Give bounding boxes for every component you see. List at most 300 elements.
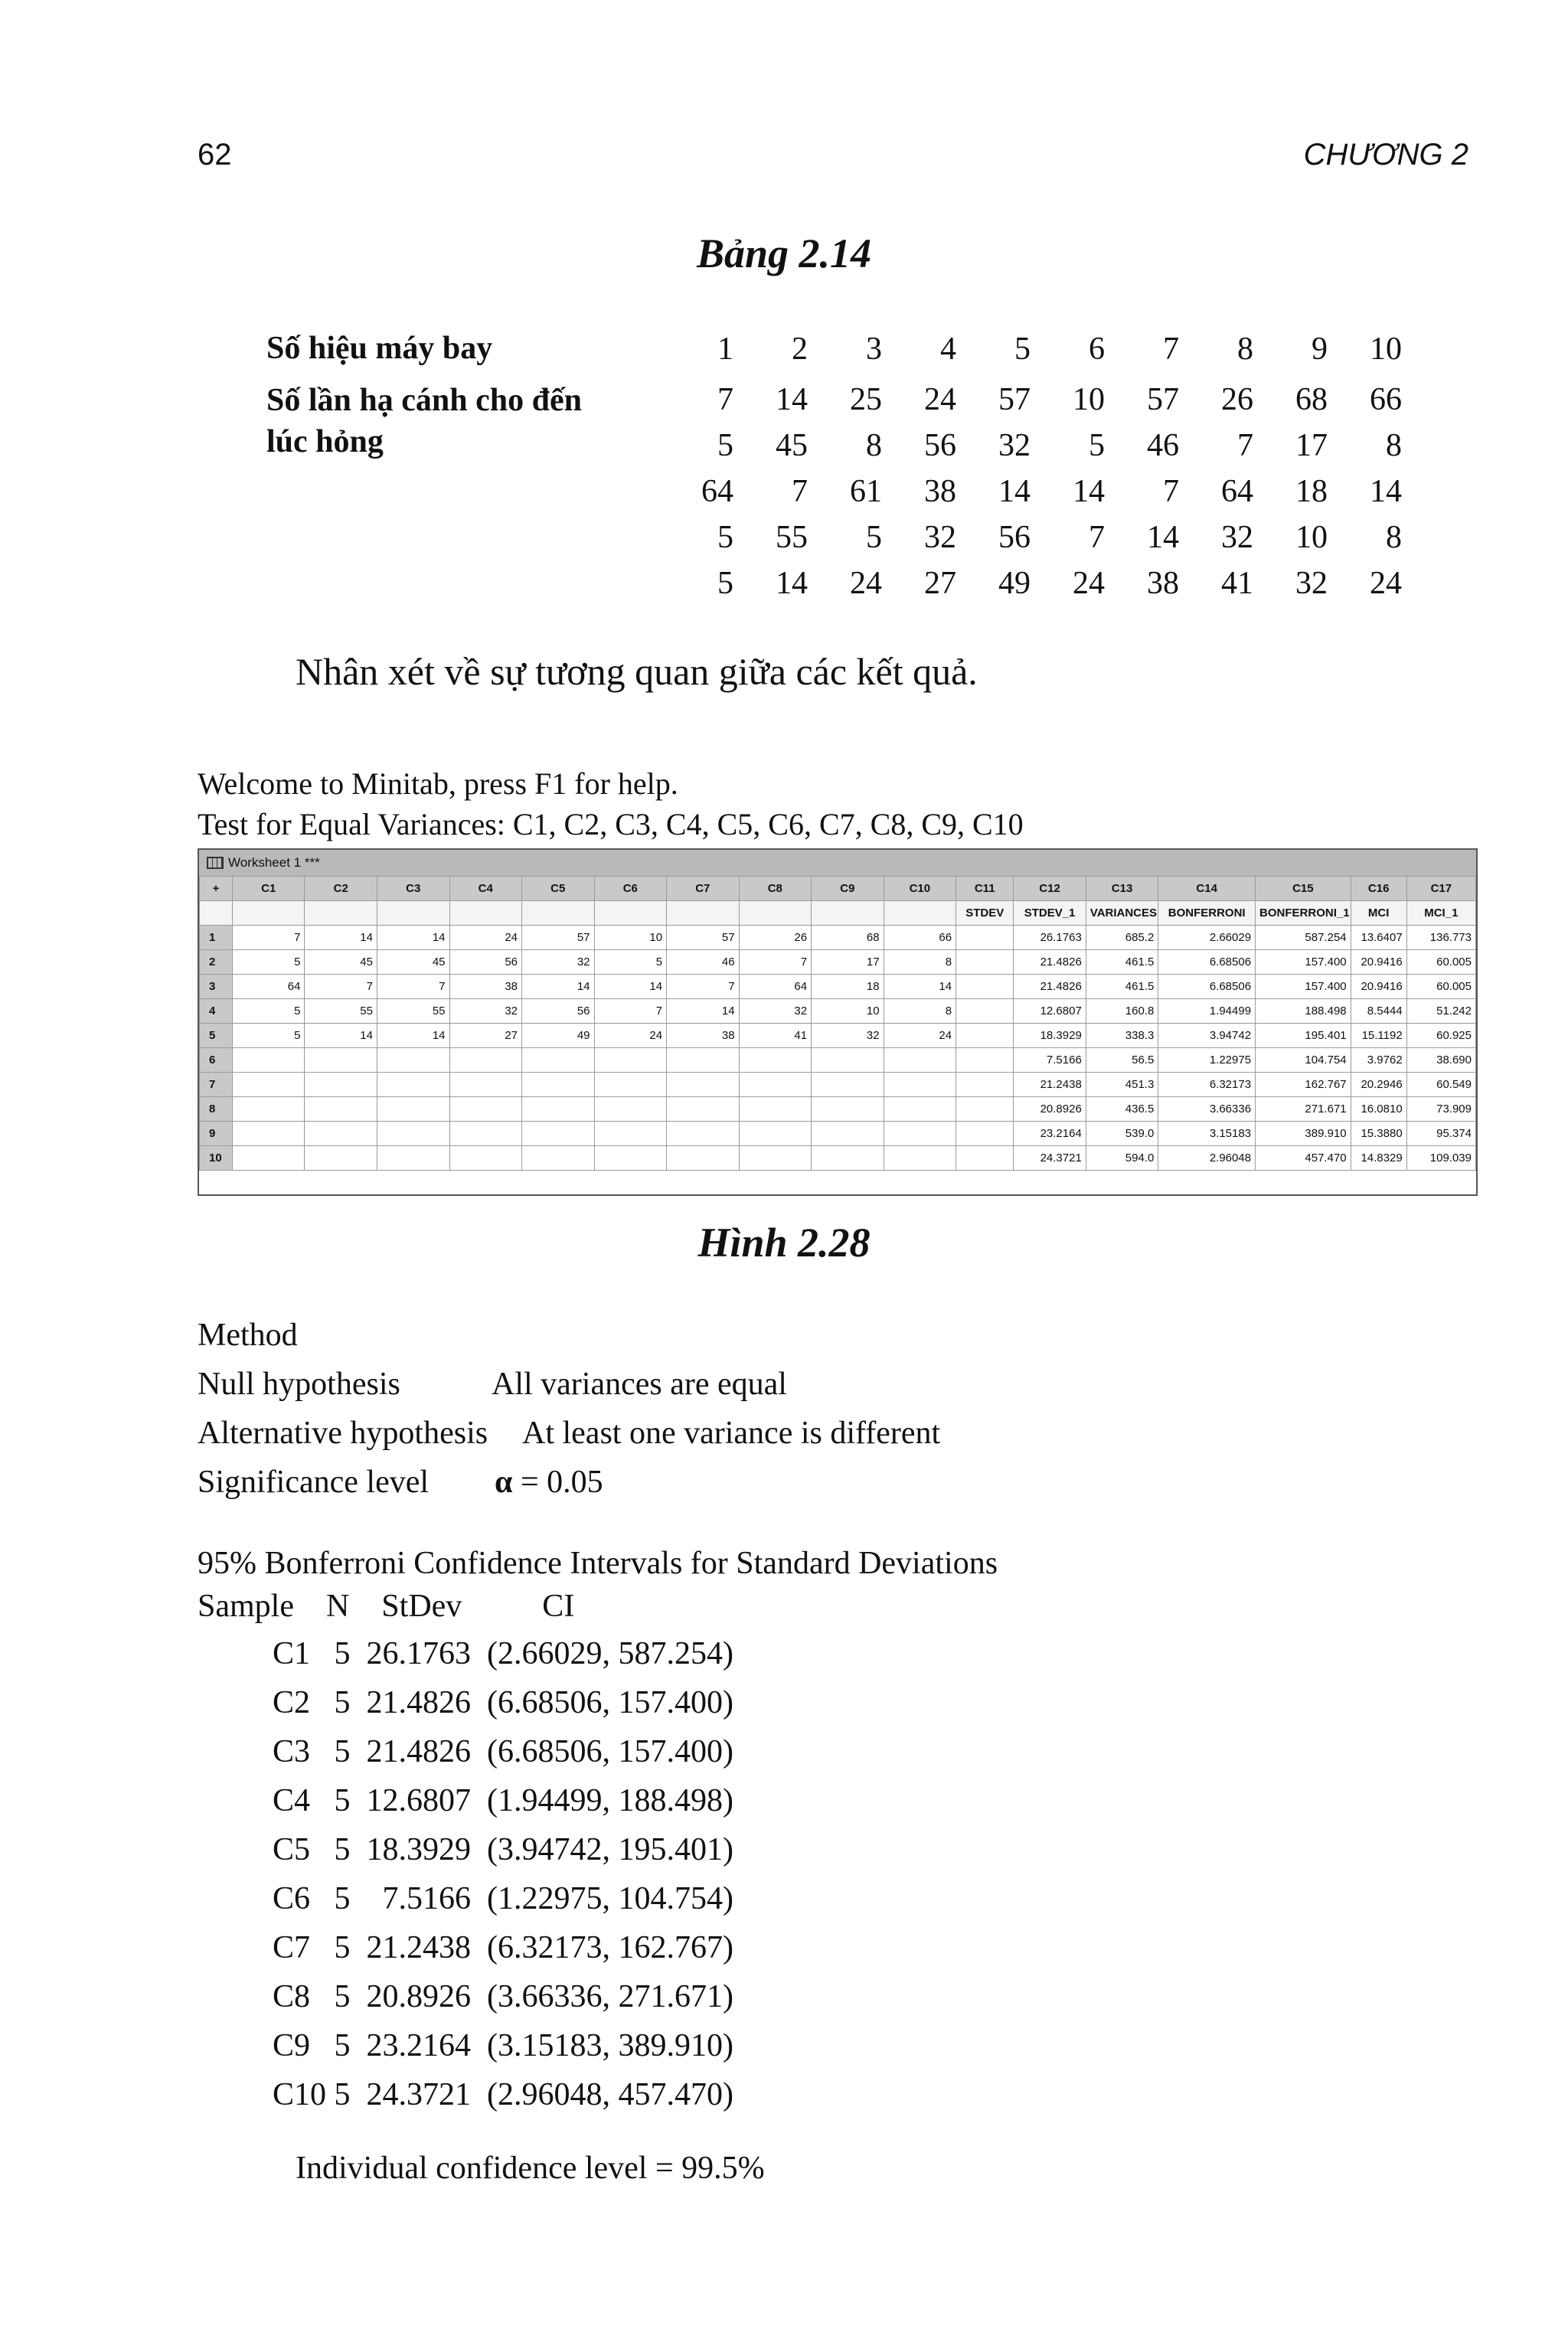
- worksheet-cell[interactable]: [594, 1122, 667, 1146]
- column-name-cell[interactable]: [667, 901, 740, 926]
- column-name-cell[interactable]: [522, 901, 595, 926]
- worksheet-cell[interactable]: 3.94742: [1158, 1024, 1256, 1048]
- worksheet-cell[interactable]: [449, 1073, 522, 1097]
- worksheet-cell[interactable]: [232, 1048, 305, 1073]
- landings-cell: 25: [850, 382, 882, 417]
- worksheet-cell[interactable]: [594, 1097, 667, 1122]
- landings-cell: 61: [850, 474, 882, 509]
- worksheet-cell[interactable]: 338.3: [1086, 1024, 1158, 1048]
- worksheet-cell[interactable]: 457.470: [1256, 1146, 1351, 1171]
- worksheet-cell[interactable]: 461.5: [1086, 950, 1158, 975]
- landings-cell: 7: [1089, 520, 1105, 555]
- worksheet-cell[interactable]: [884, 1097, 956, 1122]
- row-number[interactable]: 5: [200, 1024, 233, 1048]
- worksheet-cell[interactable]: 16.0810: [1351, 1097, 1406, 1122]
- landings-cell: 5: [866, 520, 882, 555]
- null-hypothesis-label: Null hypothesis: [198, 1367, 400, 1402]
- worksheet-cell[interactable]: 14: [305, 1024, 377, 1048]
- worksheet-cell[interactable]: 64: [232, 975, 305, 999]
- landings-cell: 14: [776, 566, 808, 601]
- worksheet-cell[interactable]: 24: [449, 926, 522, 950]
- worksheet-cell[interactable]: 24: [884, 1024, 956, 1048]
- column-name-cell[interactable]: [305, 901, 377, 926]
- worksheet-cell[interactable]: 14: [522, 975, 595, 999]
- worksheet-cell[interactable]: 56: [449, 950, 522, 975]
- ci-row: C5 5 18.3929 (3.94742, 195.401): [273, 1832, 733, 1867]
- worksheet-cell[interactable]: 49: [522, 1024, 595, 1048]
- landings-cell: 8: [866, 428, 882, 463]
- ci-row: C7 5 21.2438 (6.32173, 162.767): [273, 1930, 733, 1965]
- row-header-blank: [200, 901, 233, 926]
- significance-level-value: = 0.05: [512, 1465, 603, 1500]
- worksheet-cell[interactable]: 95.374: [1406, 1122, 1475, 1146]
- figure-title: Hình 2.28: [697, 1220, 871, 1266]
- worksheet-cell[interactable]: 271.671: [1256, 1097, 1351, 1122]
- worksheet-cell[interactable]: 41: [739, 1024, 812, 1048]
- landings-cell: 68: [1295, 382, 1328, 417]
- worksheet-cell[interactable]: 32: [522, 950, 595, 975]
- worksheet-cell[interactable]: 57: [522, 926, 595, 950]
- worksheet-cell[interactable]: 20.9416: [1351, 950, 1406, 975]
- worksheet-cell[interactable]: [377, 1097, 449, 1122]
- table-title: Bảng 2.14: [696, 230, 872, 276]
- worksheet-cell[interactable]: [232, 1097, 305, 1122]
- worksheet-cell[interactable]: 32: [449, 999, 522, 1024]
- landings-cell: 7: [1237, 428, 1253, 463]
- worksheet-cell[interactable]: 14: [884, 975, 956, 999]
- worksheet-cell[interactable]: 66: [884, 926, 956, 950]
- worksheet-cell[interactable]: [667, 1146, 740, 1171]
- column-name-cell[interactable]: [884, 901, 956, 926]
- worksheet-cell[interactable]: [232, 1122, 305, 1146]
- worksheet-cell[interactable]: 685.2: [1086, 926, 1158, 950]
- worksheet-cell[interactable]: [812, 1146, 884, 1171]
- row-number[interactable]: 4: [200, 999, 233, 1024]
- row-number[interactable]: 2: [200, 950, 233, 975]
- ci-row: C9 5 23.2164 (3.15183, 389.910): [273, 2028, 733, 2063]
- worksheet-cell[interactable]: 8: [884, 999, 956, 1024]
- worksheet-cell[interactable]: [594, 1048, 667, 1073]
- landings-cell: 24: [1073, 566, 1105, 601]
- worksheet-cell[interactable]: 38.690: [1406, 1048, 1475, 1073]
- row-label-landings-cont: lúc hỏng: [266, 424, 384, 459]
- column-name-cell[interactable]: MCI: [1351, 901, 1406, 926]
- worksheet-cell[interactable]: 389.910: [1256, 1122, 1351, 1146]
- worksheet-cell[interactable]: 56: [522, 999, 595, 1024]
- column-header[interactable]: C14: [1158, 877, 1256, 901]
- landings-cell: 14: [1147, 520, 1179, 555]
- column-name-cell[interactable]: STDEV: [956, 901, 1014, 926]
- landings-cell: 32: [924, 520, 956, 555]
- worksheet-cell[interactable]: [956, 1024, 1014, 1048]
- worksheet-cell[interactable]: [594, 1146, 667, 1171]
- aircraft-id-cell: 7: [1163, 332, 1179, 367]
- worksheet-cell[interactable]: [956, 1048, 1014, 1073]
- worksheet-cell[interactable]: [667, 1048, 740, 1073]
- worksheet-cell[interactable]: 13.6407: [1351, 926, 1406, 950]
- column-name-cell[interactable]: STDEV_1: [1014, 901, 1086, 926]
- column-header[interactable]: C8: [739, 877, 812, 901]
- worksheet-cell[interactable]: 14: [377, 926, 449, 950]
- column-name-cell[interactable]: BONFERRONI_1: [1256, 901, 1351, 926]
- worksheet-row: [200, 1024, 1476, 1048]
- landings-cell: 14: [776, 382, 808, 417]
- worksheet-cell[interactable]: 15.1192: [1351, 1024, 1406, 1048]
- worksheet-cell[interactable]: [522, 1073, 595, 1097]
- worksheet-cell[interactable]: 10: [812, 999, 884, 1024]
- ci-rows: [273, 1629, 733, 2119]
- aircraft-id-cell: 4: [940, 332, 956, 367]
- worksheet-cell[interactable]: 5: [232, 950, 305, 975]
- landings-cell: 8: [1386, 428, 1402, 463]
- alternative-hypothesis-value: At least one variance is different: [522, 1416, 941, 1451]
- landings-cell: 14: [1370, 474, 1402, 509]
- landings-cell: 64: [701, 474, 733, 509]
- worksheet-cell[interactable]: [812, 1122, 884, 1146]
- worksheet-row: [200, 1122, 1476, 1146]
- worksheet-cell[interactable]: 5: [232, 999, 305, 1024]
- worksheet-cell[interactable]: [956, 1146, 1014, 1171]
- worksheet-cell[interactable]: 32: [812, 1024, 884, 1048]
- landings-cell: 66: [1370, 382, 1402, 417]
- worksheet-cell[interactable]: [956, 975, 1014, 999]
- landings-cell: 49: [998, 566, 1031, 601]
- worksheet-cell[interactable]: [305, 1122, 377, 1146]
- worksheet-cell[interactable]: [449, 1048, 522, 1073]
- worksheet-row: [200, 950, 1476, 975]
- worksheet-cell[interactable]: 15.3880: [1351, 1122, 1406, 1146]
- row-number[interactable]: 6: [200, 1048, 233, 1073]
- worksheet-cell[interactable]: 451.3: [1086, 1073, 1158, 1097]
- worksheet-cell[interactable]: 24.3721: [1014, 1146, 1086, 1171]
- worksheet-cell[interactable]: 539.0: [1086, 1122, 1158, 1146]
- worksheet-cell[interactable]: [305, 1146, 377, 1171]
- worksheet-cell[interactable]: 45: [377, 950, 449, 975]
- worksheet-cell[interactable]: 14: [594, 975, 667, 999]
- worksheet-cell[interactable]: 73.909: [1406, 1097, 1475, 1122]
- worksheet-cell[interactable]: 3.9762: [1351, 1048, 1406, 1073]
- worksheet-row: [200, 975, 1476, 999]
- worksheet-cell[interactable]: [377, 1146, 449, 1171]
- landings-cell: 56: [924, 428, 956, 463]
- worksheet-cell[interactable]: 45: [305, 950, 377, 975]
- worksheet-cell[interactable]: 38: [449, 975, 522, 999]
- ci-row: C6 5 7.5166 (1.22975, 104.754): [273, 1881, 733, 1916]
- column-name-cell[interactable]: [739, 901, 812, 926]
- worksheet-cell[interactable]: 14: [305, 926, 377, 950]
- worksheet-cell[interactable]: [956, 950, 1014, 975]
- worksheet-cell[interactable]: 2.96048: [1158, 1146, 1256, 1171]
- worksheet-cell[interactable]: 162.767: [1256, 1073, 1351, 1097]
- worksheet-cell[interactable]: 5: [594, 950, 667, 975]
- worksheet-cell[interactable]: 109.039: [1406, 1146, 1475, 1171]
- column-header[interactable]: C11: [956, 877, 1014, 901]
- landings-cell: 5: [717, 566, 733, 601]
- column-name-cell[interactable]: [232, 901, 305, 926]
- alternative-hypothesis-label: Alternative hypothesis: [198, 1416, 488, 1451]
- landings-cell: 24: [924, 382, 956, 417]
- worksheet-cell[interactable]: [667, 1122, 740, 1146]
- worksheet-cell[interactable]: 17: [812, 950, 884, 975]
- worksheet-cell[interactable]: 7.5166: [1014, 1048, 1086, 1073]
- aircraft-id-cell: 6: [1089, 332, 1105, 367]
- chapter-title: CHƯƠNG 2: [1303, 138, 1468, 172]
- worksheet-cell[interactable]: [812, 1097, 884, 1122]
- column-header[interactable]: C16: [1351, 877, 1406, 901]
- worksheet-cell[interactable]: [812, 1073, 884, 1097]
- worksheet-cell[interactable]: 6.32173: [1158, 1073, 1256, 1097]
- ci-title: 95% Bonferroni Confidence Intervals for Standard Deviations: [198, 1546, 998, 1581]
- worksheet-cell[interactable]: 60.005: [1406, 975, 1475, 999]
- column-header[interactable]: C9: [812, 877, 884, 901]
- aircraft-id-cell: 2: [792, 332, 808, 367]
- column-name-cell[interactable]: [449, 901, 522, 926]
- worksheet-cell[interactable]: 461.5: [1086, 975, 1158, 999]
- worksheet-cell[interactable]: 12.6807: [1014, 999, 1086, 1024]
- column-header[interactable]: C4: [449, 877, 522, 901]
- worksheet-cell[interactable]: 18: [812, 975, 884, 999]
- landings-cell: 46: [1147, 428, 1179, 463]
- worksheet-cell[interactable]: [594, 1073, 667, 1097]
- worksheet-cell[interactable]: 5: [232, 1024, 305, 1048]
- worksheet-cell[interactable]: [739, 1073, 812, 1097]
- worksheet-cell[interactable]: [812, 1048, 884, 1073]
- worksheet-cell[interactable]: 157.400: [1256, 975, 1351, 999]
- column-name-cell[interactable]: [377, 901, 449, 926]
- row-number[interactable]: 7: [200, 1073, 233, 1097]
- column-name-cell[interactable]: MCI_1: [1406, 901, 1475, 926]
- column-header[interactable]: C2: [305, 877, 377, 901]
- worksheet-cell[interactable]: 64: [739, 975, 812, 999]
- worksheet-cell[interactable]: 51.242: [1406, 999, 1475, 1024]
- column-header[interactable]: C10: [884, 877, 956, 901]
- landings-cell: 10: [1073, 382, 1105, 417]
- worksheet-cell[interactable]: 587.254: [1256, 926, 1351, 950]
- landings-cell: 7: [1163, 474, 1179, 509]
- worksheet-row: [200, 1073, 1476, 1097]
- landings-cell: 10: [1295, 520, 1328, 555]
- row-label-landings: Số lần hạ cánh cho đến: [266, 383, 582, 418]
- worksheet-grid: [199, 876, 1476, 1171]
- column-header[interactable]: C3: [377, 877, 449, 901]
- column-header[interactable]: C5: [522, 877, 595, 901]
- worksheet-cell[interactable]: 7: [232, 926, 305, 950]
- landings-cell: 5: [717, 520, 733, 555]
- worksheet-cell[interactable]: 21.4826: [1014, 975, 1086, 999]
- worksheet-cell[interactable]: [449, 1122, 522, 1146]
- worksheet-cell[interactable]: 8.5444: [1351, 999, 1406, 1024]
- worksheet-cell[interactable]: [956, 999, 1014, 1024]
- landings-cell: 7: [717, 382, 733, 417]
- worksheet-cell[interactable]: 195.401: [1256, 1024, 1351, 1048]
- worksheet-cell[interactable]: 57: [667, 926, 740, 950]
- landings-cell: 24: [850, 566, 882, 601]
- worksheet-cell[interactable]: 24: [594, 1024, 667, 1048]
- worksheet-cell[interactable]: 2.66029: [1158, 926, 1256, 950]
- worksheet-cell[interactable]: 38: [667, 1024, 740, 1048]
- worksheet-cell[interactable]: 21.4826: [1014, 950, 1086, 975]
- column-name-cell[interactable]: [594, 901, 667, 926]
- landings-cell: 14: [998, 474, 1031, 509]
- worksheet-cell[interactable]: [377, 1048, 449, 1073]
- welcome-line: Welcome to Minitab, press F1 for help.: [198, 766, 678, 801]
- alpha-symbol: α: [495, 1465, 513, 1500]
- ci-header: Sample N StDev CI: [198, 1589, 575, 1624]
- worksheet-cell[interactable]: 18.3929: [1014, 1024, 1086, 1048]
- worksheet-cell[interactable]: [739, 1048, 812, 1073]
- worksheet-cell[interactable]: 10: [594, 926, 667, 950]
- aircraft-id-cell: 10: [1370, 332, 1402, 367]
- landings-cell: 5: [1089, 428, 1105, 463]
- worksheet-cell[interactable]: [449, 1146, 522, 1171]
- worksheet-cell[interactable]: 157.400: [1256, 950, 1351, 975]
- worksheet-cell[interactable]: 436.5: [1086, 1097, 1158, 1122]
- landings-cell: 32: [1221, 520, 1253, 555]
- worksheet-cell[interactable]: 20.8926: [1014, 1097, 1086, 1122]
- worksheet-cell[interactable]: 55: [305, 999, 377, 1024]
- worksheet-cell[interactable]: 14: [377, 1024, 449, 1048]
- worksheet-cell[interactable]: [305, 1048, 377, 1073]
- worksheet-cell[interactable]: 46: [667, 950, 740, 975]
- worksheet-cell[interactable]: 104.754: [1256, 1048, 1351, 1073]
- worksheet-cell[interactable]: [305, 1073, 377, 1097]
- worksheet-cell[interactable]: 6.68506: [1158, 975, 1256, 999]
- landings-cell: 18: [1295, 474, 1328, 509]
- landings-cell: 7: [792, 474, 808, 509]
- worksheet-cell[interactable]: 27: [449, 1024, 522, 1048]
- worksheet-cell[interactable]: [739, 1122, 812, 1146]
- worksheet-cell[interactable]: [956, 1122, 1014, 1146]
- worksheet-grid-icon: [207, 857, 224, 869]
- ci-row: C1 5 26.1763 (2.66029, 587.254): [273, 1636, 733, 1671]
- column-header[interactable]: C7: [667, 877, 740, 901]
- ci-row: C10 5 24.3721 (2.96048, 457.470): [273, 2077, 733, 2112]
- worksheet-cell[interactable]: 20.9416: [1351, 975, 1406, 999]
- worksheet-cell[interactable]: 60.005: [1406, 950, 1475, 975]
- worksheet-cell[interactable]: 14: [667, 999, 740, 1024]
- worksheet-cell[interactable]: [884, 1122, 956, 1146]
- column-id-header-row: [200, 877, 1476, 901]
- worksheet-cell[interactable]: 21.2438: [1014, 1073, 1086, 1097]
- worksheet-cell[interactable]: 6.68506: [1158, 950, 1256, 975]
- column-header[interactable]: C17: [1406, 877, 1475, 901]
- worksheet-cell[interactable]: 14.8329: [1351, 1146, 1406, 1171]
- aircraft-id-cell: 9: [1312, 332, 1328, 367]
- landings-cell: 14: [1073, 474, 1105, 509]
- column-name-cell[interactable]: VARIANCES: [1086, 901, 1158, 926]
- worksheet-cell[interactable]: [739, 1097, 812, 1122]
- worksheet-cell[interactable]: [522, 1122, 595, 1146]
- worksheet-cell[interactable]: 60.925: [1406, 1024, 1475, 1048]
- landings-cell: 5: [717, 428, 733, 463]
- column-header[interactable]: C12: [1014, 877, 1086, 901]
- column-header[interactable]: C15: [1256, 877, 1351, 901]
- worksheet-cell[interactable]: 594.0: [1086, 1146, 1158, 1171]
- worksheet-cell[interactable]: 3.15183: [1158, 1122, 1256, 1146]
- worksheet-cell[interactable]: 26: [739, 926, 812, 950]
- worksheet-cell[interactable]: [232, 1146, 305, 1171]
- worksheet-cell[interactable]: 8: [884, 950, 956, 975]
- worksheet-cell[interactable]: [667, 1097, 740, 1122]
- worksheet-cell[interactable]: 7: [594, 999, 667, 1024]
- worksheet-cell[interactable]: [884, 1073, 956, 1097]
- worksheet-row: [200, 1097, 1476, 1122]
- worksheet-cell[interactable]: [739, 1146, 812, 1171]
- worksheet-title: Worksheet 1 ***: [228, 855, 320, 870]
- worksheet-cell[interactable]: 20.2946: [1351, 1073, 1406, 1097]
- minitab-worksheet: [198, 848, 1478, 1196]
- worksheet-cell[interactable]: 68: [812, 926, 884, 950]
- worksheet-cell[interactable]: [377, 1122, 449, 1146]
- worksheet-cell[interactable]: 188.498: [1256, 999, 1351, 1024]
- landings-cell: 17: [1295, 428, 1328, 463]
- worksheet-cell[interactable]: 3.66336: [1158, 1097, 1256, 1122]
- row-number[interactable]: 1: [200, 926, 233, 950]
- worksheet-titlebar: [199, 850, 1476, 876]
- worksheet-cell[interactable]: 56.5: [1086, 1048, 1158, 1073]
- worksheet-cell[interactable]: 7: [305, 975, 377, 999]
- row-number[interactable]: 8: [200, 1097, 233, 1122]
- worksheet-cell[interactable]: [884, 1146, 956, 1171]
- worksheet-cell[interactable]: 32: [739, 999, 812, 1024]
- row-number[interactable]: 10: [200, 1146, 233, 1171]
- worksheet-cell[interactable]: [522, 1146, 595, 1171]
- worksheet-cell[interactable]: 136.773: [1406, 926, 1475, 950]
- worksheet-cell[interactable]: 7: [667, 975, 740, 999]
- worksheet-cell[interactable]: [884, 1048, 956, 1073]
- landings-cell: 27: [924, 566, 956, 601]
- ci-row: C8 5 20.8926 (3.66336, 271.671): [273, 1979, 733, 2014]
- worksheet-cell[interactable]: [305, 1097, 377, 1122]
- worksheet-cell[interactable]: [956, 926, 1014, 950]
- landings-cell: 32: [1295, 566, 1328, 601]
- worksheet-cell[interactable]: [522, 1097, 595, 1122]
- worksheet-cell[interactable]: [449, 1097, 522, 1122]
- worksheet-cell[interactable]: 23.2164: [1014, 1122, 1086, 1146]
- worksheet-cell[interactable]: 160.8: [1086, 999, 1158, 1024]
- worksheet-cell[interactable]: 55: [377, 999, 449, 1024]
- null-hypothesis-value: All variances are equal: [492, 1367, 787, 1402]
- column-name-row: [200, 901, 1476, 926]
- landings-cell: 38: [1147, 566, 1179, 601]
- worksheet-cell[interactable]: 1.22975: [1158, 1048, 1256, 1073]
- worksheet-cell[interactable]: [377, 1073, 449, 1097]
- column-header[interactable]: C13: [1086, 877, 1158, 901]
- landings-cell: 8: [1386, 520, 1402, 555]
- column-name-cell[interactable]: BONFERRONI: [1158, 901, 1256, 926]
- worksheet-cell[interactable]: [667, 1073, 740, 1097]
- column-name-cell[interactable]: [812, 901, 884, 926]
- significance-level-label: Significance level: [198, 1465, 430, 1500]
- row-number[interactable]: 3: [200, 975, 233, 999]
- row-number[interactable]: 9: [200, 1122, 233, 1146]
- column-header[interactable]: C6: [594, 877, 667, 901]
- landings-cell: 32: [998, 428, 1031, 463]
- worksheet-cell[interactable]: [956, 1097, 1014, 1122]
- worksheet-cell[interactable]: 7: [739, 950, 812, 975]
- page-number: 62: [198, 138, 232, 172]
- worksheet-cell[interactable]: 7: [377, 975, 449, 999]
- worksheet-cell[interactable]: 60.549: [1406, 1073, 1475, 1097]
- worksheet-cell[interactable]: [522, 1048, 595, 1073]
- worksheet-cell[interactable]: 1.94499: [1158, 999, 1256, 1024]
- worksheet-cell[interactable]: [956, 1073, 1014, 1097]
- worksheet-row: [200, 1048, 1476, 1073]
- worksheet-cell[interactable]: [232, 1073, 305, 1097]
- landings-cell: 41: [1221, 566, 1253, 601]
- column-header[interactable]: C1: [232, 877, 305, 901]
- worksheet-cell[interactable]: 26.1763: [1014, 926, 1086, 950]
